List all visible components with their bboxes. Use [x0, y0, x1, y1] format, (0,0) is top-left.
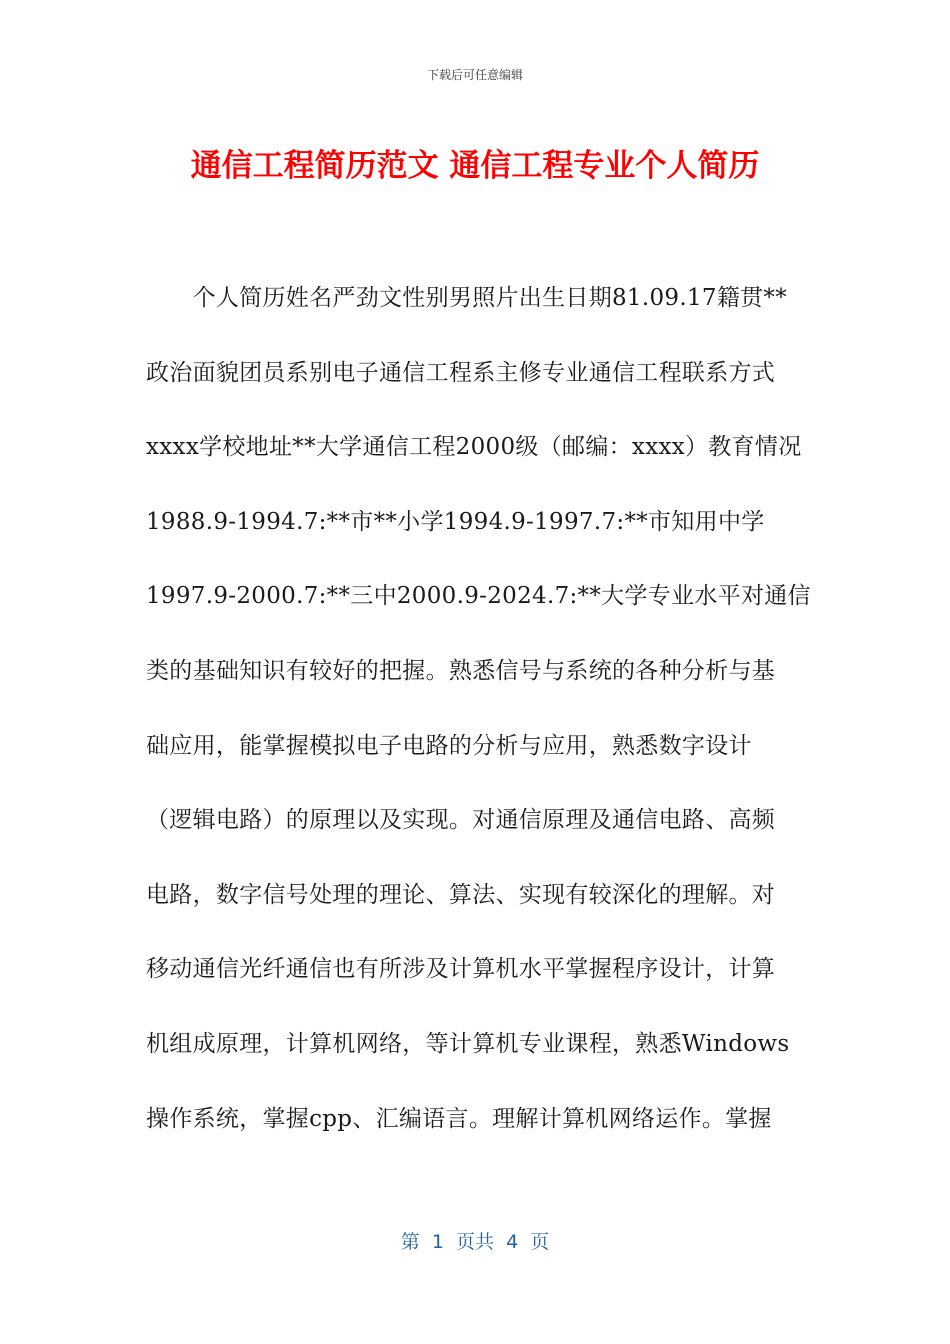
body-line: 操作系统，掌握cpp、汇编语言。理解计算机网络运作。掌握: [146, 1105, 772, 1132]
body-line: （逻辑电路）的原理以及实现。对通信原理及通信电路、高频: [146, 807, 776, 834]
body-line: 政治面貌团员系别电子通信工程系主修专业通信工程联系方式: [146, 359, 776, 386]
header-note: 下载后可任意编辑: [426, 68, 523, 82]
body-line: xxxx学校地址**大学通信工程2000级（邮编：xxxx）教育情况: [146, 434, 802, 461]
body-line: 1997.9-2000.7:**三中2000.9-2024.7:**大学专业水平对通信: [146, 583, 811, 610]
body-line: 移动通信光纤通信也有所涉及计算机水平掌握程序设计，计算: [146, 956, 776, 983]
body-line: 机组成原理，计算机网络，等计算机专业课程，熟悉Windows: [146, 1030, 790, 1057]
document-title: 通信工程简历范文 通信工程专业个人简历: [190, 148, 760, 184]
body-line: 类的基础知识有较好的把握。熟悉信号与系统的各种分析与基: [146, 657, 776, 684]
body-line: 个人简历姓名严劲文性别男照片出生日期81.09.17籍贯**: [146, 285, 788, 311]
page-counter: 第 1 页共 4 页: [400, 1231, 550, 1253]
body-line: 础应用，能掌握模拟电子电路的分析与应用，熟悉数字设计: [146, 732, 752, 759]
body-text: [146, 275, 811, 1170]
body-line: 1988.9-1994.7:**市**小学1994.9-1997.7:**市知用中学: [146, 508, 765, 535]
body-line: 电路，数字信号处理的理论、算法、实现有较深化的理解。对: [146, 881, 776, 908]
